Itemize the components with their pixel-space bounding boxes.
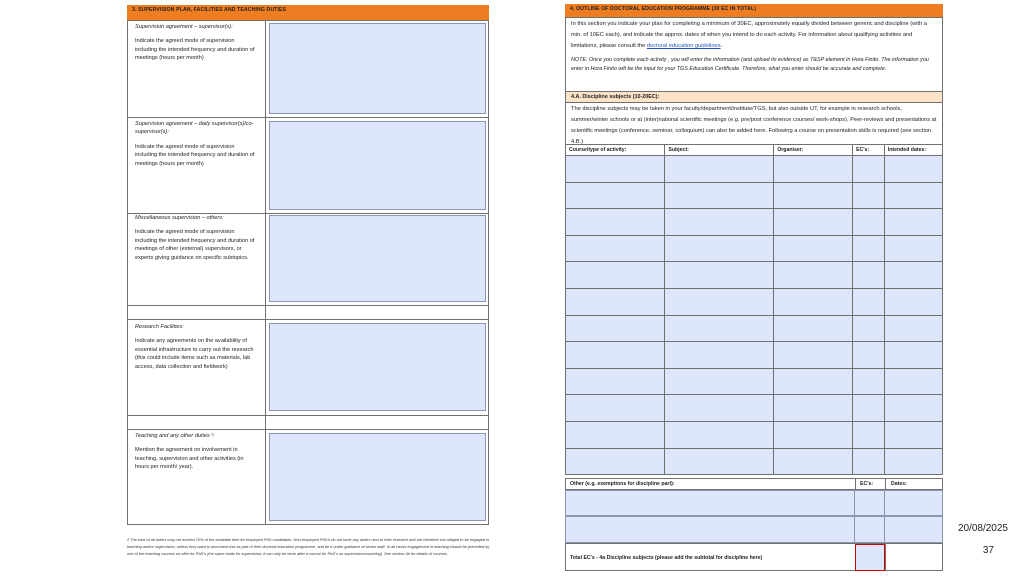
table-cell-organiser[interactable] xyxy=(774,209,853,236)
table-cell-ecs[interactable] xyxy=(853,368,885,395)
misc-supervision-section-label xyxy=(129,214,263,262)
col-subject-header: Subject: xyxy=(668,147,689,153)
other-row-1-ec[interactable] xyxy=(854,490,885,516)
table-cell-course[interactable] xyxy=(566,342,665,369)
other-row-2-dates[interactable] xyxy=(884,516,943,543)
table-cell-dates[interactable] xyxy=(884,315,942,342)
other-section xyxy=(565,478,943,572)
table-cell-subject[interactable] xyxy=(665,209,774,236)
table-cell-course[interactable] xyxy=(566,395,665,422)
table-cell-organiser[interactable] xyxy=(774,156,853,183)
discipline-table xyxy=(565,144,943,475)
table-row xyxy=(566,262,943,289)
row-divider xyxy=(127,305,489,306)
table-cell-dates[interactable] xyxy=(884,182,942,209)
table-cell-dates[interactable] xyxy=(884,288,942,315)
discipline-subheader: 4.A. Discipline subjects (10-20EC): xyxy=(565,92,943,103)
other-ec-label: EC's: xyxy=(860,481,874,487)
table-row xyxy=(566,395,943,422)
table-cell-ecs[interactable] xyxy=(853,342,885,369)
table-row xyxy=(566,448,943,475)
col-course-header: Course/type of activity: xyxy=(569,147,627,153)
row-divider xyxy=(127,319,489,320)
table-cell-ecs[interactable] xyxy=(853,235,885,262)
table-cell-subject[interactable] xyxy=(665,315,774,342)
table-cell-subject[interactable] xyxy=(665,235,774,262)
other-header-row xyxy=(565,478,943,490)
table-cell-ecs[interactable] xyxy=(853,209,885,236)
table-cell-organiser[interactable] xyxy=(774,368,853,395)
table-cell-organiser[interactable] xyxy=(774,395,853,422)
table-cell-organiser[interactable] xyxy=(774,288,853,315)
daily-supervisor-section-label xyxy=(129,120,263,168)
table-cell-organiser[interactable] xyxy=(774,448,853,475)
table-cell-course[interactable] xyxy=(566,156,665,183)
other-row-1-dates[interactable] xyxy=(884,490,943,516)
supervisor-description: Indicate the agreed mode of supervision including the intended frequency and duration of meetings (hours per month) xyxy=(135,38,255,62)
research-facilities-description: Indicate any agreements on the availability of essential infrastructure to carry out the research (this could include items such as materials, lab access, data collection and fieldwork) xyxy=(135,338,254,370)
table-cell-dates[interactable] xyxy=(884,421,942,448)
table-cell-subject[interactable] xyxy=(665,262,774,289)
table-cell-organiser[interactable] xyxy=(774,342,853,369)
table-row xyxy=(566,209,943,236)
table-cell-subject[interactable] xyxy=(665,288,774,315)
table-cell-organiser[interactable] xyxy=(774,262,853,289)
research-facilities-title: Research Facilities: xyxy=(135,324,184,330)
daily-supervisor-title: Supervision agreement – daily supervisor(s)/co-supervisor(s): xyxy=(135,121,254,136)
table-cell-ecs[interactable] xyxy=(853,288,885,315)
table-cell-dates[interactable] xyxy=(884,368,942,395)
row-divider xyxy=(127,429,489,430)
table-cell-subject[interactable] xyxy=(665,395,774,422)
table-cell-dates[interactable] xyxy=(884,342,942,369)
row-divider xyxy=(127,415,489,416)
research-facilities-input[interactable] xyxy=(269,323,486,411)
table-cell-course[interactable] xyxy=(566,235,665,262)
total-row xyxy=(565,543,943,571)
table-cell-dates[interactable] xyxy=(884,156,942,183)
left-page xyxy=(127,5,489,525)
section-3-header: 3. SUPERVISION PLAN, FACILITIES AND TEACHING DUTIES xyxy=(127,5,489,20)
other-row-2-activity[interactable] xyxy=(565,516,855,543)
slide-page-number: 37 xyxy=(982,545,994,556)
intro-box xyxy=(565,17,943,92)
misc-supervision-input[interactable] xyxy=(269,215,486,302)
daily-supervisor-input[interactable] xyxy=(269,121,486,210)
intro-paragraph: In this section you indicate your plan for completing a minimum of 30EC, approximately equally divided between generic and discipline (with a min. of 10EC each), and indicate the approx. dates of when you intend to do each activity. For information about qualifying activities and limitations, please consult the doctoral education guidelines. xyxy=(571,21,927,49)
other-row-2-ec[interactable] xyxy=(854,516,885,543)
table-row xyxy=(566,288,943,315)
table-cell-dates[interactable] xyxy=(884,262,942,289)
misc-supervision-description: Indicate the agreed mode of supervision including the intended frequency and duration of meetings of other (external) supervisors, or experts giving guidance on specific subtopics. xyxy=(135,229,255,261)
table-cell-course[interactable] xyxy=(566,315,665,342)
other-label: Other (e.g. exemptions for discipline part): xyxy=(570,481,675,487)
table-row xyxy=(566,182,943,209)
table-cell-ecs[interactable] xyxy=(853,395,885,422)
table-cell-dates[interactable] xyxy=(884,395,942,422)
table-header-row xyxy=(566,145,943,156)
table-cell-dates[interactable] xyxy=(884,235,942,262)
section-4-header: 4. OUTLINE OF DOCTORAL EDUCATION PROGRAMME (30 EC IN TOTAL) xyxy=(565,4,943,17)
table-cell-subject[interactable] xyxy=(665,156,774,183)
footnote: 2 The total of all duties may not exceed 20% of the available time for employed PhD candidates. Non-employed PhD's do not have any duties next to their research and are therefore not obliged to be engaged in teaching and/or supervision, unless they want to document this as part of their doctoral education programme, and do it under guidance of senior staff. In all cases engagement in teaching should be preceded by one of the teaching courses on offer for PhD's (the same holds for supervision; it can only be done after a course for PhD's on supervision/coaching). See section 4b for details of courses. xyxy=(127,537,490,557)
supervisor-input[interactable] xyxy=(269,23,486,114)
teaching-duties-description: Mention the agreement on involvement in teaching, supervision and other activities (in hours per month/ year). xyxy=(135,447,244,471)
col-ecs-header: EC's: xyxy=(856,147,870,153)
table-cell-organiser[interactable] xyxy=(774,421,853,448)
table-cell-subject[interactable] xyxy=(665,421,774,448)
slide-date: 20/08/2025 xyxy=(957,523,1008,534)
table-cell-course[interactable] xyxy=(566,182,665,209)
left-column-divider xyxy=(265,20,266,525)
table-row xyxy=(566,315,943,342)
other-row-1-activity[interactable] xyxy=(565,490,855,516)
table-cell-dates[interactable] xyxy=(884,209,942,236)
supervisor-title: Supervision agreement – supervisor(s): xyxy=(135,24,233,30)
other-dates-label: Dates: xyxy=(891,481,907,487)
table-cell-course[interactable] xyxy=(566,421,665,448)
table-cell-dates[interactable] xyxy=(884,448,942,475)
table-cell-course[interactable] xyxy=(566,448,665,475)
table-row xyxy=(566,342,943,369)
col-organiser-header: Organiser: xyxy=(777,147,804,153)
table-cell-ecs[interactable] xyxy=(853,315,885,342)
table-cell-ecs[interactable] xyxy=(853,182,885,209)
table-row xyxy=(566,235,943,262)
research-facilities-section-label xyxy=(129,323,263,371)
table-cell-course[interactable] xyxy=(566,262,665,289)
table-cell-subject[interactable] xyxy=(665,448,774,475)
table-cell-ecs[interactable] xyxy=(853,448,885,475)
table-row xyxy=(566,421,943,448)
discipline-paragraph: The discipline subjects may be taken in your faculty/department/institute/TGS, but also outside UT, for example in research schools, summer/winter schools or at (inter)national scientific meetings (e.g. pre/post conference courses/ work-shops). Peer-reviews and presentations at scientific meetings (conference, seminar, colloquium) can also be added here. Following a course on presentation skills is required (see section 4.B.) xyxy=(571,106,937,145)
table-cell-course[interactable] xyxy=(566,288,665,315)
table-cell-ecs[interactable] xyxy=(853,156,885,183)
row-divider xyxy=(127,117,489,118)
misc-supervision-title: Miscellaneous supervision – others: xyxy=(135,215,224,221)
table-cell-ecs[interactable] xyxy=(853,421,885,448)
table-cell-ecs[interactable] xyxy=(853,262,885,289)
discipline-text-box xyxy=(565,103,943,148)
col-dates-header: Intended dates: xyxy=(887,147,927,153)
supervisor-section-label xyxy=(129,23,263,63)
table-cell-course[interactable] xyxy=(566,209,665,236)
teaching-duties-title: Teaching and any other duties ²: xyxy=(135,433,215,439)
table-cell-subject[interactable] xyxy=(665,368,774,395)
table-cell-organiser[interactable] xyxy=(774,182,853,209)
table-cell-organiser[interactable] xyxy=(774,315,853,342)
table-cell-subject[interactable] xyxy=(665,182,774,209)
table-row xyxy=(566,368,943,395)
note-text: NOTE: Once you complete each activity , you will enter the information (and upload its evidence) as T&SP element in Hora Finito. The information you enter in Hora Finito will be the input for your TGS Education Certificate. Therefore, what you enter should be accurate and complete. xyxy=(571,57,929,72)
daily-supervisor-description: Indicate the agreed mode of supervision including the intended frequency and duration of meetings (hours per month) xyxy=(135,143,255,167)
total-label: Total EC's - 4a Discipline subjects (please add the subtotal for discipline here) xyxy=(570,555,763,561)
guidelines-link[interactable]: doctoral education guidelines xyxy=(646,43,721,49)
total-ec-input[interactable] xyxy=(855,544,885,571)
teaching-duties-section-label xyxy=(129,432,263,472)
table-cell-course[interactable] xyxy=(566,368,665,395)
table-row xyxy=(566,156,943,183)
table-cell-organiser[interactable] xyxy=(774,235,853,262)
teaching-duties-input[interactable] xyxy=(269,433,486,521)
table-cell-subject[interactable] xyxy=(665,342,774,369)
